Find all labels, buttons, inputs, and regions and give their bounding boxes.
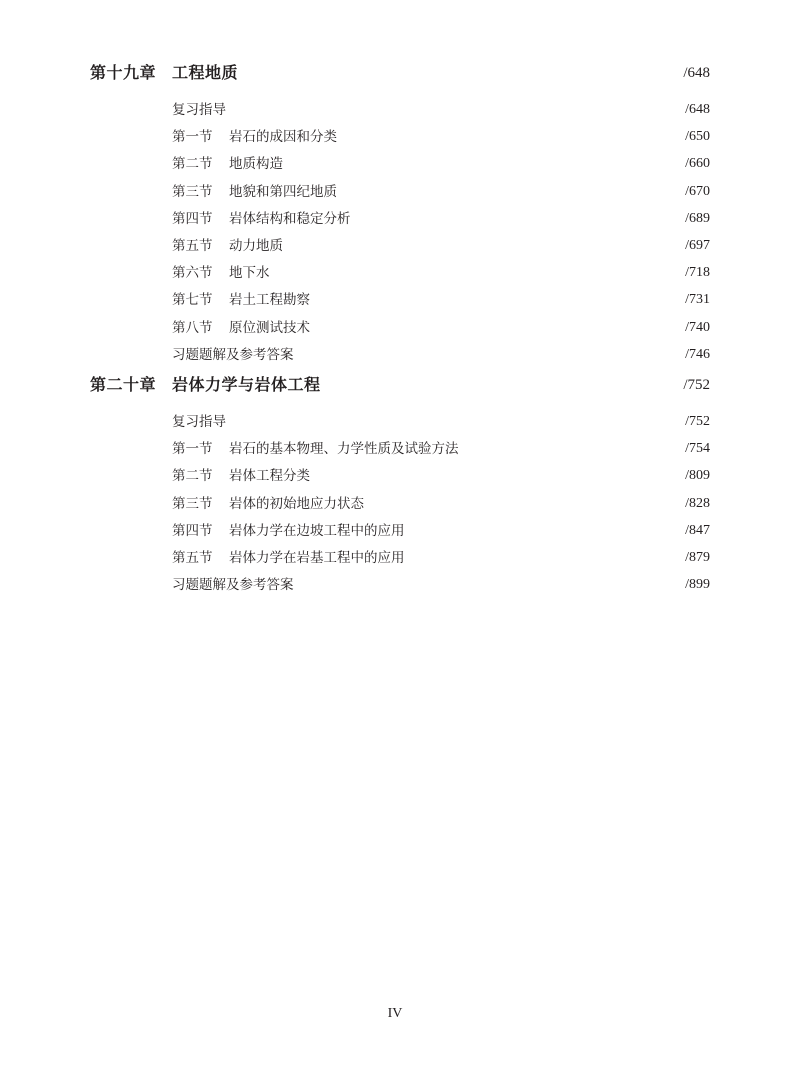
chapter-number: 第十九章 (90, 63, 157, 82)
entry-title: 岩体结构和稳定分析 (229, 210, 351, 227)
toc-entry-section-1[interactable] (90, 127, 710, 154)
entry-section-number: 第二节 (172, 156, 213, 173)
entry-title: 习题题解及参考答案 (172, 346, 294, 363)
toc-entry-section-2[interactable] (90, 466, 710, 493)
entry-title: 岩土工程勘察 (229, 292, 310, 309)
entry-page-number: /660 (685, 156, 710, 172)
entry-page-number: /697 (685, 237, 710, 253)
chapter-19 (90, 62, 710, 372)
section-list (90, 100, 710, 372)
entry-title: 岩体的初始地应力状态 (229, 495, 364, 512)
entry-page-number: /648 (685, 102, 710, 117)
chapter-page-number: /648 (683, 65, 710, 81)
toc-entry-section-2[interactable] (90, 154, 710, 181)
toc-entry-review-guide[interactable] (90, 412, 710, 439)
entry-page-number: /809 (685, 468, 710, 484)
entry-title: 岩石的成因和分类 (229, 129, 337, 146)
entry-page-number: /670 (685, 183, 710, 199)
entry-section-number: 第五节 (172, 237, 213, 254)
chapter-heading (90, 374, 710, 402)
entry-title: 地貌和第四纪地质 (229, 183, 337, 200)
entry-title: 复习指导 (172, 102, 226, 118)
toc-entry-exercises[interactable] (90, 575, 710, 602)
entry-page-number: /689 (685, 210, 710, 226)
entry-title: 动力地质 (229, 237, 283, 254)
page-folio: IV (387, 1006, 403, 1021)
entry-section-number: 第八节 (172, 319, 213, 336)
chapter-title: 岩体力学与岩体工程 (172, 375, 321, 394)
entry-title: 岩石的基本物理、力学性质及试验方法 (229, 441, 459, 458)
entry-title: 地质构造 (229, 156, 283, 173)
toc-entry-review-guide[interactable] (90, 100, 710, 127)
toc-entry-section-4[interactable] (90, 521, 710, 548)
entry-title: 习题题解及参考答案 (172, 577, 294, 594)
entry-section-number: 第三节 (172, 495, 213, 512)
entry-title: 岩体力学在边坡工程中的应用 (229, 522, 405, 539)
entry-section-number: 第四节 (172, 210, 213, 227)
entry-page-number: /752 (685, 414, 710, 429)
entry-section-number: 第一节 (172, 441, 213, 458)
entry-title: 岩体工程分类 (229, 468, 310, 485)
toc-entry-section-3[interactable] (90, 494, 710, 521)
entry-section-number: 第三节 (172, 183, 213, 200)
chapter-20 (90, 374, 710, 602)
entry-page-number: /718 (685, 265, 710, 281)
toc-entry-section-3[interactable] (90, 182, 710, 209)
entry-page-number: /828 (685, 495, 710, 511)
chapter-number: 第二十章 (90, 375, 157, 394)
entry-page-number: /847 (685, 522, 710, 538)
toc-entry-section-5[interactable] (90, 236, 710, 263)
entry-section-number: 第四节 (172, 522, 213, 539)
entry-page-number: /754 (685, 441, 710, 457)
toc-entry-section-1[interactable] (90, 439, 710, 466)
chapter-title: 工程地质 (172, 63, 239, 82)
section-list (90, 412, 710, 602)
toc-entry-section-6[interactable] (90, 263, 710, 290)
toc-entry-section-8[interactable] (90, 318, 710, 345)
toc-entry-section-5[interactable] (90, 548, 710, 575)
entry-title: 地下水 (229, 265, 270, 282)
entry-page-number: /650 (685, 129, 710, 145)
entry-page-number: /879 (685, 549, 710, 565)
chapter-heading (90, 62, 710, 90)
entry-page-number: /731 (685, 292, 710, 308)
entry-section-number: 第七节 (172, 292, 213, 309)
toc-entry-section-4[interactable] (90, 209, 710, 236)
entry-section-number: 第六节 (172, 265, 213, 282)
entry-title: 复习指导 (172, 414, 226, 430)
entry-section-number: 第二节 (172, 468, 213, 485)
chapter-page-number: /752 (683, 377, 710, 393)
entry-title: 岩体力学在岩基工程中的应用 (229, 549, 405, 566)
toc-entry-exercises[interactable] (90, 345, 710, 372)
entry-page-number: /740 (685, 319, 710, 335)
entry-page-number: /899 (685, 577, 710, 593)
entry-section-number: 第一节 (172, 129, 213, 146)
entry-title: 原位测试技术 (229, 319, 310, 336)
entry-page-number: /746 (685, 346, 710, 362)
toc-entry-section-7[interactable] (90, 290, 710, 317)
entry-section-number: 第五节 (172, 549, 213, 566)
